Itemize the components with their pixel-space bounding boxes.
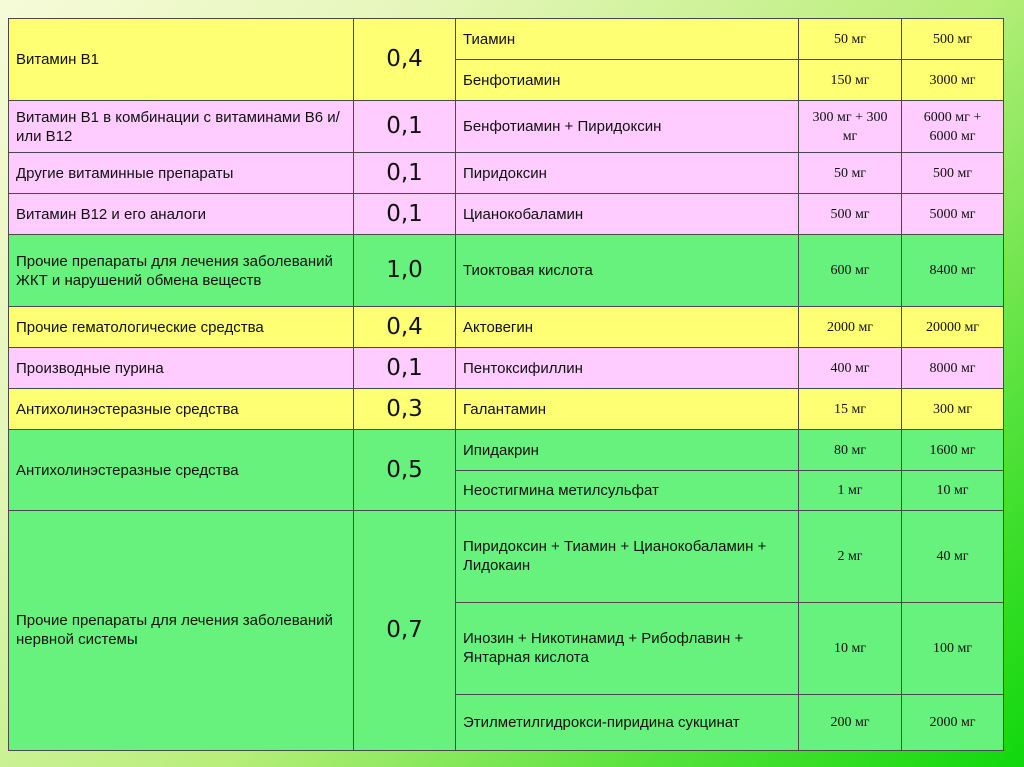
dose-cell: 500 мг xyxy=(902,153,1004,194)
dose-cell: 1600 мг xyxy=(902,430,1004,470)
table-row xyxy=(9,194,1004,235)
dose-cell: 600 мг xyxy=(799,235,902,307)
dose-cell: 10 мг xyxy=(902,470,1004,510)
dose-cell: 2 мг xyxy=(799,510,902,602)
group-name-cell: Витамин В12 и его аналоги xyxy=(9,194,354,235)
table-row xyxy=(9,153,1004,194)
group-name-cell: Производные пурина xyxy=(9,348,354,389)
group-name-cell: Прочие гематологические средства xyxy=(9,307,354,348)
dose-cell: 2000 мг xyxy=(799,307,902,348)
group-value-cell: 0,4 xyxy=(354,307,456,348)
drug-table-body xyxy=(9,19,1004,751)
dose-cell: 50 мг xyxy=(799,19,902,60)
table-row xyxy=(9,101,1004,153)
drug-name-cell: Пиридоксин + Тиамин + Цианокобаламин + Лидокаин xyxy=(456,510,799,602)
table-row xyxy=(9,389,1004,430)
group-value-cell: 0,4 xyxy=(354,19,456,101)
group-name-cell: Другие витаминные препараты xyxy=(9,153,354,194)
group-value-cell: 0,1 xyxy=(354,101,456,153)
dose-cell: 5000 мг xyxy=(902,194,1004,235)
dose-cell: 500 мг xyxy=(799,194,902,235)
table-row xyxy=(9,235,1004,307)
group-name-cell: Антихолинэстеразные средства xyxy=(9,389,354,430)
dose-cell: 8000 мг xyxy=(902,348,1004,389)
drug-name-cell: Пиридоксин xyxy=(456,153,799,194)
drug-name-cell: Бенфотиамин + Пиридоксин xyxy=(456,101,799,153)
group-value-cell: 0,7 xyxy=(354,510,456,750)
drug-name-cell: Актовегин xyxy=(456,307,799,348)
dose-cell: 20000 мг xyxy=(902,307,1004,348)
dose-cell: 6000 мг + 6000 мг xyxy=(902,101,1004,153)
group-value-cell: 1,0 xyxy=(354,235,456,307)
table-row xyxy=(9,510,1004,602)
dose-cell: 200 мг xyxy=(799,694,902,750)
table-row xyxy=(9,348,1004,389)
table-row xyxy=(9,430,1004,470)
drug-name-cell: Ипидакрин xyxy=(456,430,799,470)
dose-cell: 2000 мг xyxy=(902,694,1004,750)
dose-cell: 1 мг xyxy=(799,470,902,510)
drug-name-cell: Галантамин xyxy=(456,389,799,430)
dose-cell: 40 мг xyxy=(902,510,1004,602)
group-name-cell: Прочие препараты для лечения заболеваний ЖКТ и нарушений обмена веществ xyxy=(9,235,354,307)
drug-name-cell: Инозин + Никотинамид + Рибофлавин + Янтарная кислота xyxy=(456,602,799,694)
dose-cell: 300 мг + 300 мг xyxy=(799,101,902,153)
dose-cell: 15 мг xyxy=(799,389,902,430)
group-name-cell: Прочие препараты для лечения заболеваний нервной системы xyxy=(9,510,354,750)
group-value-cell: 0,1 xyxy=(354,348,456,389)
group-name-cell: Антихолинэстеразные средства xyxy=(9,430,354,510)
dose-cell: 150 мг xyxy=(799,60,902,101)
group-value-cell: 0,5 xyxy=(354,430,456,510)
dose-cell: 300 мг xyxy=(902,389,1004,430)
dose-cell: 100 мг xyxy=(902,602,1004,694)
drug-name-cell: Пентоксифиллин xyxy=(456,348,799,389)
group-name-cell: Витамин В1 в комбинации с витаминами В6 и/или В12 xyxy=(9,101,354,153)
group-value-cell: 0,3 xyxy=(354,389,456,430)
drug-name-cell: Тиамин xyxy=(456,19,799,60)
dose-cell: 10 мг xyxy=(799,602,902,694)
dose-cell: 80 мг xyxy=(799,430,902,470)
drug-table xyxy=(8,18,1004,751)
drug-name-cell: Неостигмина метилсульфат xyxy=(456,470,799,510)
dose-cell: 3000 мг xyxy=(902,60,1004,101)
table-row xyxy=(9,19,1004,60)
drug-name-cell: Цианокобаламин xyxy=(456,194,799,235)
drug-name-cell: Этилметилгидрокси-пиридина сукцинат xyxy=(456,694,799,750)
drug-name-cell: Тиоктовая кислота xyxy=(456,235,799,307)
group-name-cell: Витамин В1 xyxy=(9,19,354,101)
dose-cell: 500 мг xyxy=(902,19,1004,60)
group-value-cell: 0,1 xyxy=(354,153,456,194)
dose-cell: 50 мг xyxy=(799,153,902,194)
group-value-cell: 0,1 xyxy=(354,194,456,235)
dose-cell: 400 мг xyxy=(799,348,902,389)
dose-cell: 8400 мг xyxy=(902,235,1004,307)
table-row xyxy=(9,307,1004,348)
drug-name-cell: Бенфотиамин xyxy=(456,60,799,101)
